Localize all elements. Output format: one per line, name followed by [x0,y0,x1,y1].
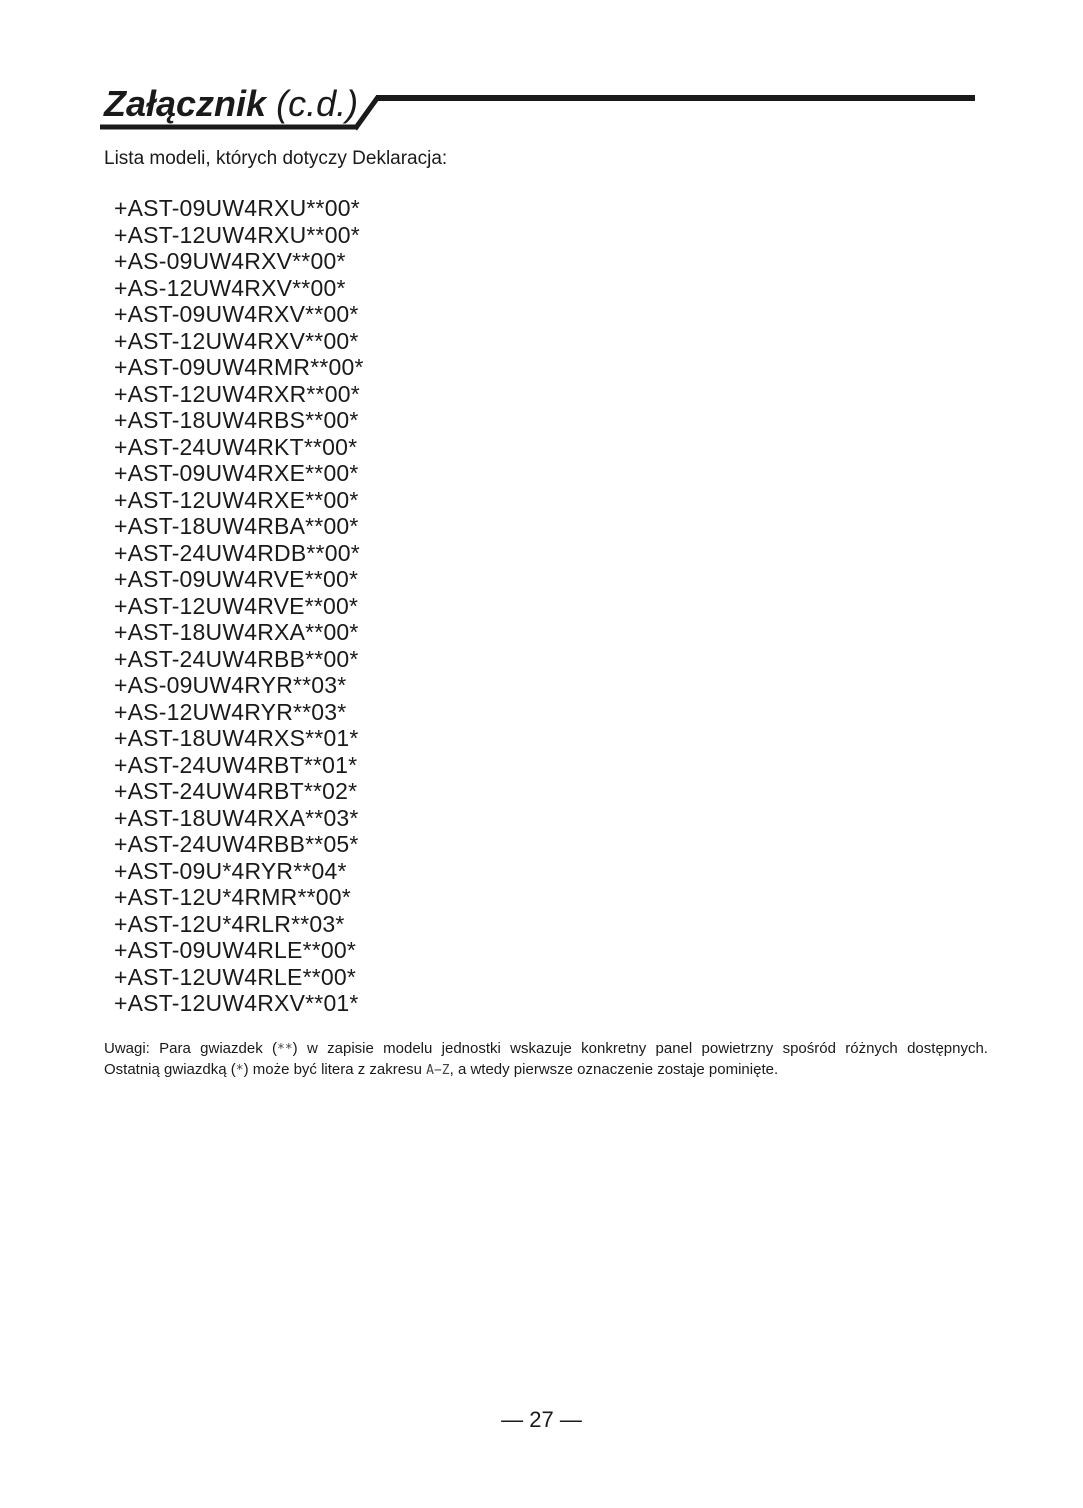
model-item: +AST-12UW4RXE**00* [114,486,359,513]
model-item: +AST-24UW4RKT**00* [114,433,358,460]
model-item: +AST-18UW4RXS**01* [114,725,359,751]
note-line-1 [104,1039,988,1060]
model-item: +AST-12UW4RLE**00* [114,963,357,990]
model-item: +AST-18UW4RXA**03* [114,804,359,831]
model-item: +AST-24UW4RBT**02* [114,778,358,804]
model-item: +AST-12U*4RLR**03* [114,910,345,937]
model-item: +AST-12UW4RXU**00* [114,221,360,248]
model-item: +AS-12UW4RYR**03* [114,698,347,725]
note-line-2 [104,1060,988,1081]
model-item: +AS-09UW4RYR**03* [114,672,347,698]
model-item: +AST-09UW4RXE**00* [114,460,359,486]
note-text: Uwagi: Para gwiazdek ( [104,1040,278,1057]
model-item: +AST-18UW4RBA**00* [114,513,359,539]
note-text: ) może być litera z zakresu [243,1061,427,1078]
model-item: +AST-24UW4RBB**00* [114,645,359,672]
model-item: +AST-18UW4RXA**00* [114,619,359,645]
intro-text: Lista modeli, których dotyczy Deklaracja: [104,148,448,169]
model-item: +AST-09U*4RYR**04* [114,857,347,884]
model-item: +AS-09UW4RXV**00* [114,248,346,274]
note-text: Ostatnią gwiazdką ( [104,1061,236,1078]
note [104,1039,988,1081]
note-text: , a wtedy pierwsze oznaczenie zostaje pominięte. [449,1061,779,1078]
model-item: +AST-12UW4RXV**01* [114,990,359,1016]
header-rule [0,0,1083,140]
title-subtitle: (c.d.) [276,83,359,124]
model-item: +AST-09UW4RXU**00* [114,195,360,221]
note-symbol: * [235,1063,244,1078]
model-item: +AST-12UW4RVE**00* [114,592,359,619]
model-list [114,195,364,1017]
page-number: — 27 — [501,1407,582,1432]
model-item: +AST-12UW4RXV**00* [114,327,359,354]
note-symbol: ** [277,1042,293,1057]
model-item: +AST-09UW4RMR**00* [114,354,364,380]
model-item: +AST-24UW4RBT**01* [114,751,358,778]
model-item: +AST-24UW4RDB**00* [114,539,360,566]
model-item: +AST-09UW4RVE**00* [114,566,359,592]
model-item: +AST-12U*4RMR**00* [114,884,351,910]
note-text: ) w zapisie modelu jednostki wskazuje konkretny panel powietrzny spośród różnych dostępnych. [292,1040,988,1057]
model-item: +AST-09UW4RXV**00* [114,301,359,327]
model-item: +AST-18UW4RBS**00* [114,407,359,433]
model-item: +AST-24UW4RBB**05* [114,831,359,857]
title-main: Załącznik [104,83,267,124]
model-item: +AST-12UW4RXR**00* [114,380,360,407]
model-item: +AST-09UW4RLE**00* [114,937,357,963]
model-item: +AS-12UW4RXV**00* [114,274,346,301]
note-range: A−Z [426,1063,450,1078]
